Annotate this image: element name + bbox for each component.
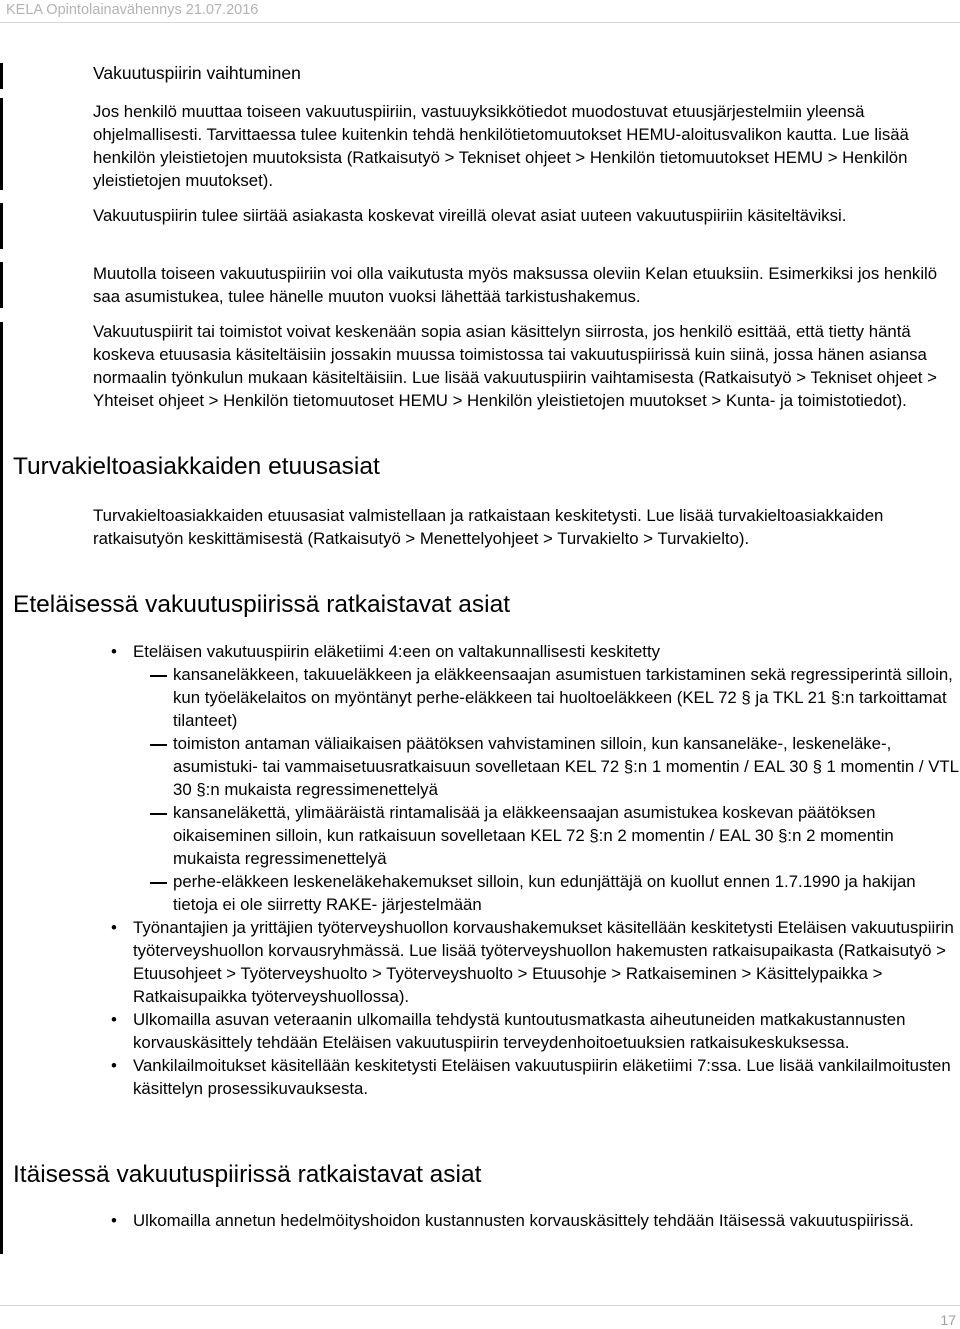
change-bar <box>0 63 3 89</box>
document-header <box>0 0 960 22</box>
change-bar <box>0 322 3 1254</box>
paragraph: Jos henkilö muuttaa toiseen vakuutuspiiriin, vastuuyksikkötiedot muodostuvat etuusjärjestelmiin yleensä ohjelmallisesti. Tarvittaessa tulee kuitenkin tehdä henkilötietomuutokset HEMU-aloitusvalikon kautta. Lue lisää henkilön yleistietojen muutoksista (Ratkaisutyö > Tekniset ohjeet > Henkilön tietomuutokset HEMU > Henkilön yleistietojen muutokset). <box>93 102 909 190</box>
paragraph: Vakuutuspiirin tulee siirtää asiakasta koskevat vireillä olevat asiat uuteen vakuutuspiiriin käsiteltäviksi. <box>93 206 847 225</box>
section-heading-itainen: Itäisessä vakuutuspiirissä ratkaistavat asiat <box>13 1161 482 1188</box>
list-item: • Vankilailmoitukset käsitellään keskitetysti Eteläisen vakuutuspiirin eläketiimi 7:ssa. Lue lisää vankilailmoitusten käsittelyn prosessikuvauksesta. <box>93 1054 959 1100</box>
change-bar <box>0 203 3 249</box>
paragraph: Vakuutuspiirit tai toimistot voivat keskenään sopia asian käsittelyn siirrosta, jos henkilö esittää, että tietty häntä koskeva etuusasia käsiteltäisiin jossakin muussa toimistossa tai vakuutuspiirissä kuin siinä, jossa hänen asiansa normaalin työnkulun mukaan käsiteltäisiin. Lue lisää vakuutuspiirin vaihtamisesta (Ratkaisutyö > Tekniset ohjeet > Yhteiset ohjeet > Henkilön tietomuutoset HEMU > Henkilön yleistietojen muutokset > Kunta- ja toimistotiedot). <box>93 322 937 410</box>
header-divider <box>0 22 960 23</box>
bullet-text: Eteläisen vakutuuspiirin eläketiimi 4:een on valtakunnallisesti keskitetty <box>133 642 661 661</box>
sub-list-item: toimiston antaman väliaikaisen päätöksen vahvistaminen silloin, kun kansaneläke-, leskeneläke-, asumistuki- tai vammaisetuusratkaisuun sovelletaan KEL 72 §:n 1 momentin / EAL 30 § 1 momentin / VTL 30 §:n mukaista regressimenettelyä <box>133 732 959 801</box>
list-item: • Ulkomailla annetun hedelmöityshoidon kustannusten korvauskäsittely tehdään Itäisessä vakuutuspiirissä. <box>93 1209 959 1232</box>
page-number: 17 <box>940 1312 956 1328</box>
bullet-list-etelainen <box>93 640 959 1100</box>
sub-list-item: kansaneläkettä, ylimääräistä rintamalisää ja eläkkeensaajan asumistukea koskevan päätöksen oikaiseminen silloin, kun ratkaisuun sovelletaan KEL 72 §:n 2 momentin / EAL 30 §:n 2 momentin mukaista regressimenettelyä <box>133 801 959 870</box>
sub-list-item: kansaneläkkeen, takuueläkkeen ja eläkkeensaajan asumistuen tarkistaminen sekä regressiperintä silloin, kun työeläkelaitos on myöntänyt perhe-eläkkeen tai huoltoeläkkeen (KEL 72 § ja TKL 21 §:n tarkoittamat tilanteet) <box>133 663 959 732</box>
change-bar <box>0 98 3 190</box>
paragraph: Muutolla toiseen vakuutuspiiriin voi olla vaikutusta myös maksussa oleviin Kelan etuuksiin. Esimerkiksi jos henkilö saa asumistukea, tulee hänelle muuton vuoksi lähettää tarkistushakemus. <box>93 264 938 306</box>
section-heading-etelainen: Eteläisessä vakuutuspiirissä ratkaistavat asiat <box>13 591 511 618</box>
sub-list-item: perhe-eläkkeen leskeneläkehakemukset silloin, kun edunjättäjä on kuollut ennen 1.7.1990 ja hakijan tietoja ei ole siirretty RAKE- järjestelmään <box>133 870 959 916</box>
section-heading-turvakielto: Turvakieltoasiakkaiden etuusasiat <box>13 453 380 480</box>
footer-divider <box>0 1305 960 1306</box>
section-heading-vakuutuspiirin-vaihtuminen: Vakuutuspiirin vaihtuminen <box>93 63 301 83</box>
list-item: • Ulkomailla asuvan veteraanin ulkomailla tehdystä kuntoutusmatkasta aiheutuneiden matkakustannusten korvauskäsittely tehdään Eteläisen vakuutuspiirin terveydenhoitoetuuksien ratkaisukeskuksessa. <box>93 1008 959 1054</box>
list-item <box>93 640 959 916</box>
paragraph: Turvakieltoasiakkaiden etuusasiat valmistellaan ja ratkaistaan keskitetysti. Lue lisää turvakieltoasiakkaiden ratkaisutyön keskittämisestä (Ratkaisutyö > Menettelyohjeet > Turvakielto > Turvakielto). <box>93 506 884 548</box>
change-bar <box>0 262 3 308</box>
header-title: KELA Opintolainavähennys 21.07.2016 <box>6 2 259 18</box>
list-item: • Työnantajien ja yrittäjien työterveyshuollon korvaushakemukset käsitellään keskitetysti Eteläisen vakuutuspiirin työterveyshuollon korvausryhmässä. Lue lisää työterveyshuollon hakemusten ratkaisupaikasta (Ratkaisutyö > Etuusohjeet > Työterveyshuolto > Työterveyshuolto > Etuusohje > Ratkaiseminen > Käsittelypaikka > Ratkaisupaikka työterveyshuollossa). <box>93 916 959 1008</box>
bullet-list-itainen <box>93 1209 959 1232</box>
